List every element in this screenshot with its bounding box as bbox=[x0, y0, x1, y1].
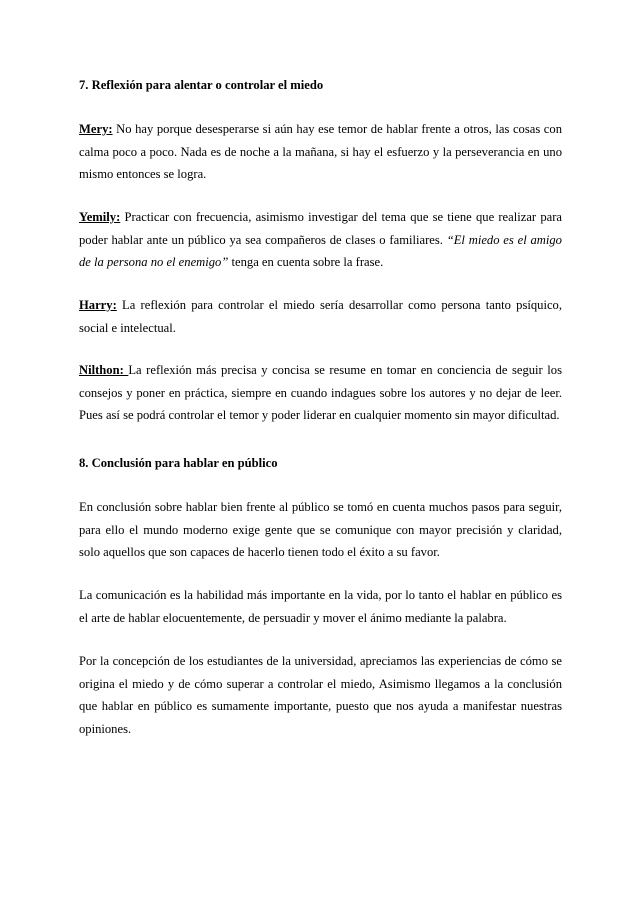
reflection-yemily bbox=[79, 206, 562, 274]
reflection-text: La reflexión para controlar el miedo sería desarrollar como persona tanto psíquico, social e intelectual. bbox=[79, 298, 562, 335]
reflection-text: Practicar con frecuencia, asimismo investigar del tema que se tiene que realizar para poder hablar ante un público ya sea compañeros de clases o familiares. bbox=[79, 210, 562, 247]
quote-text: “El miedo es el amigo de la persona no el enemigo” bbox=[79, 232, 562, 270]
speaker-name: Mery: bbox=[79, 122, 113, 136]
conclusion-paragraph-3: Por la concepción de los estudiantes de la universidad, apreciamos las experiencias de cómo se origina el miedo y de cómo superar a controlar el miedo, Asimismo llegamos a la conclusión que hablar en público es sumamente importante, puesto que nos ayuda a manifestar nuestras opiniones. bbox=[79, 654, 562, 736]
reflection-text: La reflexión más precisa y concisa se resume en tomar en conciencia de seguir los consejos y poner en práctica, siempre en cuando indagues sobre los autores y no dejar de leer. Pues así se podrá controlar el temor y poder liderar en cualquier momento sin mayor dificultad. bbox=[79, 363, 562, 423]
reflection-text: No hay porque desesperarse si aún hay ese temor de hablar frente a otros, las cosas con calma poco a poco. Nada es de noche a la mañana, si hay el esfuerzo y la perseverancia en uno mismo entonces se logra. bbox=[79, 122, 562, 182]
reflection-mery bbox=[79, 118, 562, 186]
section-8-heading: 8. Conclusión para hablar en público bbox=[79, 456, 278, 470]
reflection-nilthon bbox=[79, 359, 562, 427]
reflection-text-after: tenga en cuenta sobre la frase. bbox=[228, 255, 384, 270]
section-7-heading: 7. Reflexión para alentar o controlar el miedo bbox=[79, 78, 324, 92]
speaker-name: Yemily: bbox=[79, 210, 121, 224]
conclusion-paragraph-1: En conclusión sobre hablar bien frente al público se tomó en cuenta muchos pasos para seguir, para ello el mundo moderno exige gente que se comunique con mayor precisión y claridad, solo aquellos que son capaces de hacerlo tienen todo el éxito a su favor. bbox=[79, 500, 562, 560]
speaker-name: Nilthon: bbox=[79, 363, 129, 377]
speaker-name: Harry: bbox=[79, 298, 117, 312]
reflection-harry bbox=[79, 294, 562, 339]
conclusion-paragraph-2: La comunicación es la habilidad más importante en la vida, por lo tanto el hablar en público es el arte de hablar elocuentemente, de persuadir y mover el ánimo mediante la palabra. bbox=[79, 588, 562, 625]
